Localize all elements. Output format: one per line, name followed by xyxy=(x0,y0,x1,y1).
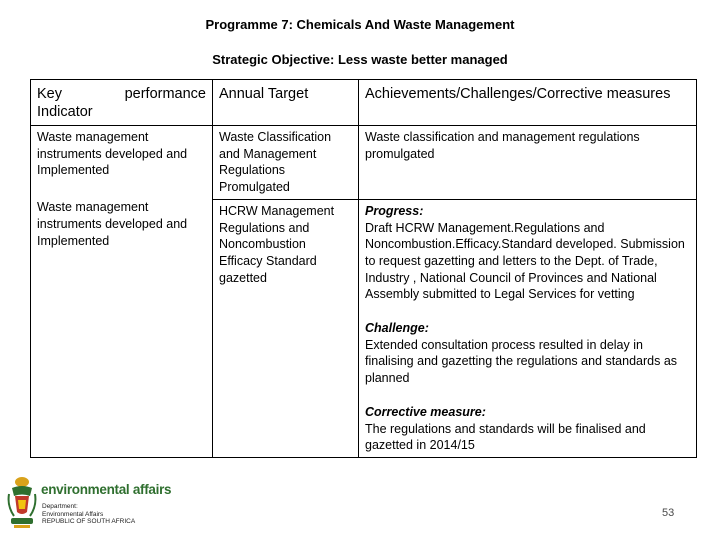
table-header-row xyxy=(31,80,697,126)
header-achievements xyxy=(359,80,697,126)
header-annual-target-label: Annual Target xyxy=(219,86,309,102)
logo-department-text xyxy=(42,503,135,526)
row2-kpi-text: Waste management instruments developed and Implemented xyxy=(37,200,188,248)
header-kpi xyxy=(31,80,213,126)
coat-of-arms-icon xyxy=(6,474,38,530)
row1-kpi-text: Waste management instruments developed and Implemented xyxy=(37,130,188,178)
logo-dept-line1: Department: xyxy=(42,503,78,510)
table-row xyxy=(31,126,697,200)
header-kpi-line1: Key performance xyxy=(37,86,206,102)
logo-dept-line2: Environmental Affairs xyxy=(42,510,104,518)
row1-target-text: Waste Classification and Management Regulations Promulgated xyxy=(219,130,332,195)
progress-text: Draft HCRW Management.Regulations and Noncombustion.Efficacy.Standard developed. Submission to request gazetting and letters to the Dept. of Trade, Industry , National Council of Provinces and National Assembly submitted to Legal Services for vetting xyxy=(365,220,685,302)
challenge-label: Challenge: xyxy=(365,321,429,336)
row1-kpi xyxy=(31,126,213,200)
strategic-objective-title: Strategic Objective: Less waste better managed xyxy=(212,52,508,67)
environmental-affairs-logo xyxy=(2,472,172,534)
row2-kpi xyxy=(31,199,213,457)
row1-achievement xyxy=(359,126,697,200)
logo-brand-text: environmental affairs xyxy=(41,482,172,497)
corrective-label: Corrective measure: xyxy=(365,404,486,419)
page-number: 53 xyxy=(662,507,675,519)
logo-dept-line3: REPUBLIC OF SOUTH AFRICA xyxy=(42,518,136,525)
table-row xyxy=(31,199,697,457)
header-kpi-line2: Indicator xyxy=(37,104,93,120)
row2-target xyxy=(213,199,359,457)
header-annual-target xyxy=(213,80,359,126)
row1-achievement-text: Waste classification and management regulations promulgated xyxy=(365,130,640,161)
corrective-text: The regulations and standards will be finalised and gazetted in 2014/15 xyxy=(365,421,646,453)
progress-label: Progress: xyxy=(365,203,424,218)
header-achievements-label: Achievements/Challenges/Corrective measures xyxy=(365,86,671,102)
row2-achievement xyxy=(359,199,697,457)
challenge-text: Extended consultation process resulted in delay in finalising and gazetting the regulations and standards as planned xyxy=(365,337,678,386)
row1-target xyxy=(213,126,359,200)
kpi-table xyxy=(30,79,697,458)
programme-title: Programme 7: Chemicals And Waste Management xyxy=(205,17,515,32)
row2-target-text: HCRW Management Regulations and Noncombustion Efficacy Standard gazetted xyxy=(219,203,335,285)
